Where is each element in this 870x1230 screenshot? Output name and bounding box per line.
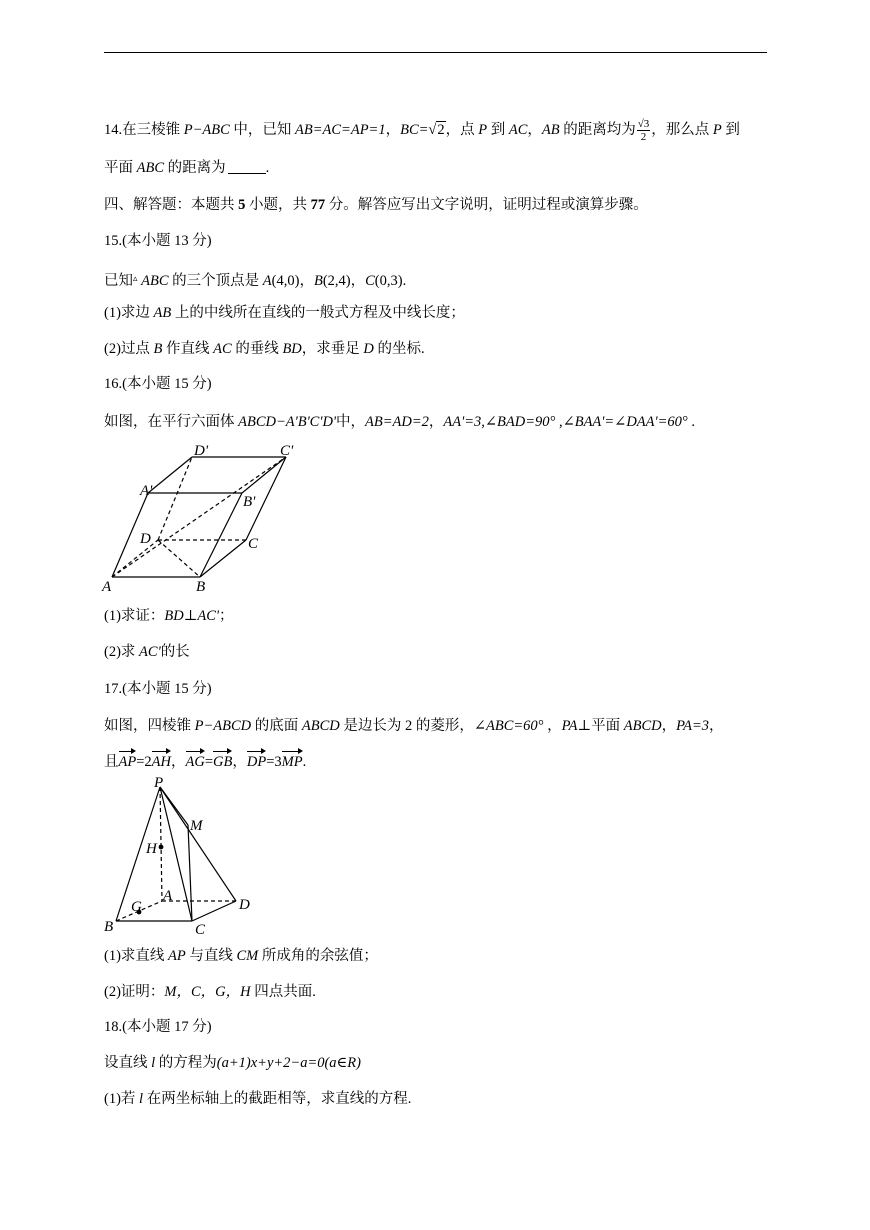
label-B1: B' [243,494,256,510]
q16-part2: (2)求 AC'的长 [104,644,190,660]
q17-vectors: 且AP=2AH，AG=GB，DP=3MP. [104,754,307,770]
label-D: D [239,897,250,913]
label-G: G [131,899,142,915]
q18-heading: 18.(本小题 17 分) [104,1019,212,1035]
header-rule [104,52,767,53]
sqrt-symbol: √2 [428,121,445,138]
answer-blank[interactable] [228,159,266,174]
q18-stem: 设直线 l 的方程为(a+1)x+y+2−a=0(a∈R) [104,1055,361,1071]
label-A1: A' [140,483,153,499]
label-B: B [196,579,206,595]
q17-part2: (2)证明：M，C，G，H 四点共面. [104,984,316,1000]
label-D1: D' [194,443,209,459]
triangle-icon: ▵ [133,273,138,283]
pyramid-figure [100,775,270,940]
label-C: C [248,536,259,552]
q17-heading: 17.(本小题 15 分) [104,681,212,697]
label-C: C [195,922,206,938]
q14-line1: 14.在三棱锥 P−ABC 中，已知 AB=AC=AP=1，BC=√2，点 P 到 AC，AB 的距离均为 $\frac{√3}{2}$ ，那么点 P 到 [104,118,740,143]
q16-stem: 如图，在平行六面体 ABCD−A'B'C'D'中，AB=AD=2，AA'=3,∠BAD=90° ,∠BAA'=∠DAA'=60° . [104,414,695,430]
label-A: A [163,888,173,904]
q15-heading: 15.(本小题 13 分) [104,233,212,249]
label-C1: C' [280,443,294,459]
q16-heading: 16.(本小题 15 分) [104,376,212,392]
q17-part1: (1)求直线 AP 与直线 CM 所成角的余弦值； [104,948,378,964]
q15-part1: (1)求边 AB 上的中线所在直线的一般式方程及中线长度； [104,305,465,321]
q17-stem: 如图，四棱锥 P−ABCD 的底面 ABCD 是边长为 2 的菱形，∠ABC=60° ，PA⊥平面 ABCD，PA=3， [104,718,724,734]
q16-part1: (1)求证：BD⊥AC'； [104,608,234,624]
section-4-heading: 四、解答题：本题共 5 小题，共 77 分。解答应写出文字说明，证明过程或演算步骤。 [104,197,648,213]
q15-part2: (2)过点 B 作直线 AC 的垂线 BD，求垂足 D 的坐标. [104,341,425,357]
fraction: $\frac{√3}{2}$ [637,118,650,143]
label-M: M [190,818,203,834]
label-D: D [140,531,151,547]
q14-line2: 平面 ABC 的距离为 . [104,160,270,176]
q18-part1: (1)若 l 在两坐标轴上的截距相等，求直线的方程. [104,1091,412,1107]
point-H-dot [159,845,164,850]
label-B: B [104,919,114,935]
label-A: A [102,579,112,595]
label-P: P [154,775,164,791]
q15-stem: 已知▵ ABC 的三个顶点是 A(4,0)，B(2,4)，C(0,3). [104,273,407,289]
parallelepiped-figure [100,438,310,598]
label-H: H [146,841,157,857]
